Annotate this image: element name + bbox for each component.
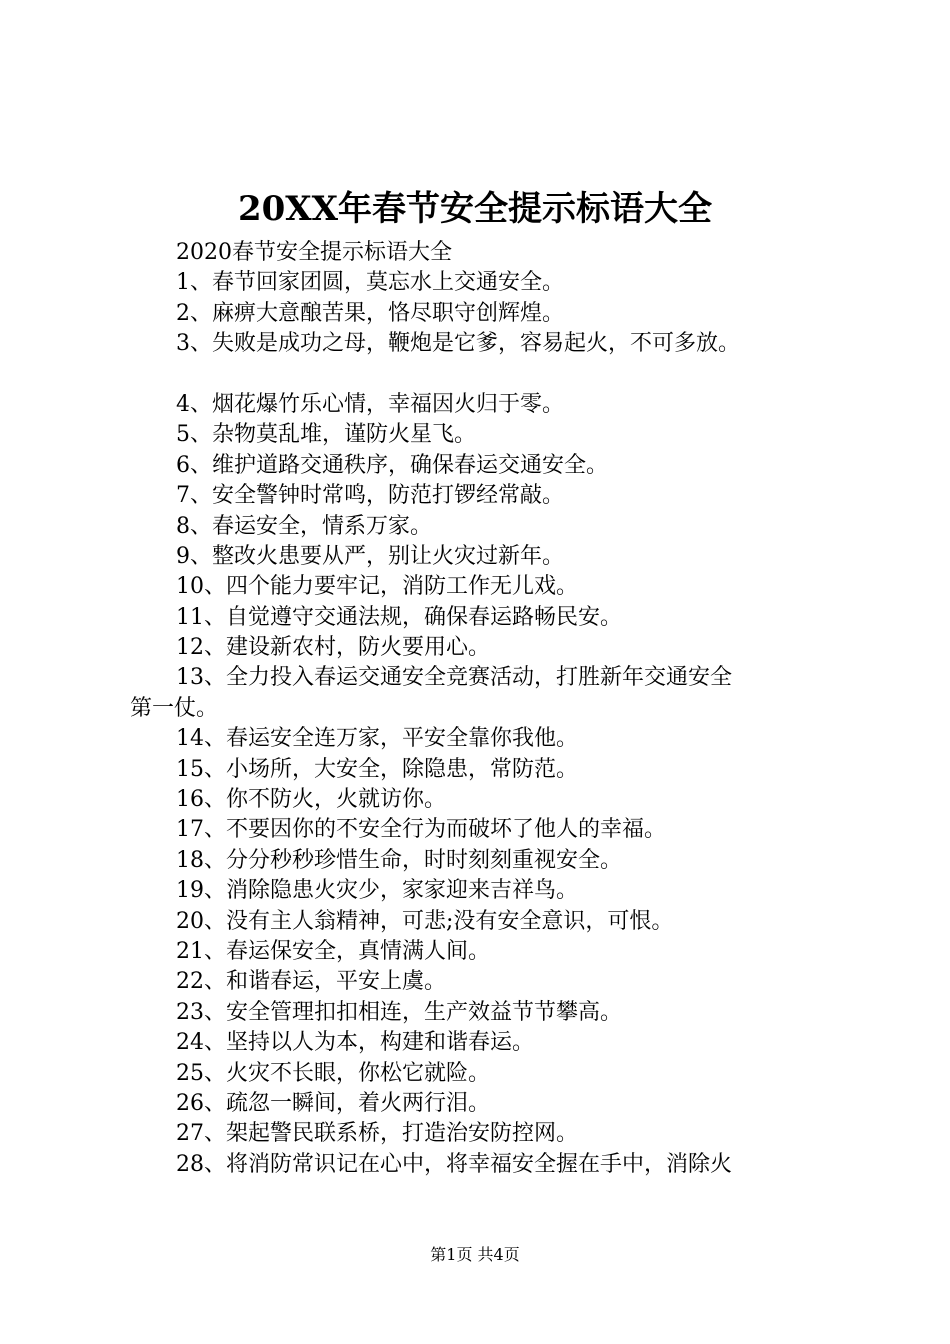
slogan-item: 6、维护道路交通秩序，确保春运交通安全。 <box>176 452 608 478</box>
slogan-item: 3、失败是成功之母，鞭炮是它爹，容易起火，不可多放。 <box>176 331 740 357</box>
slogan-item: 5、杂物莫乱堆，谨防火星飞。 <box>176 422 476 448</box>
document-body <box>130 238 835 1180</box>
slogan-item: 21、春运保安全，真情满人间。 <box>176 938 490 964</box>
slogan-item: 15、小场所，大安全，除隐患，常防范。 <box>176 756 578 782</box>
slogan-item: 7、安全警钟时常鸣，防范打锣经常敲。 <box>176 483 564 509</box>
slogan-item: 26、疏忽一瞬间，着火两行泪。 <box>176 1090 490 1116</box>
slogan-item: 24、坚持以人为本，构建和谐春运。 <box>176 1030 534 1056</box>
slogan-item: 9、整改火患要从严，别让火灾过新年。 <box>176 543 564 569</box>
slogan-item: 8、春运安全，情系万家。 <box>176 513 432 539</box>
slogan-item: 4、烟花爆竹乐心情，幸福因火归于零。 <box>176 391 564 417</box>
slogan-item: 11、自觉遵守交通法规，确保春运路畅民安。 <box>176 604 622 630</box>
slogan-item: 25、火灾不长眼，你松它就险。 <box>176 1060 490 1086</box>
slogan-item: 19、消除隐患火灾少，家家迎来吉祥鸟。 <box>176 878 578 904</box>
blank-line <box>130 360 835 390</box>
slogan-item: 23、安全管理扣扣相连，生产效益节节攀高。 <box>176 999 622 1025</box>
document-subtitle: 2020春节安全提示标语大全 <box>176 240 452 265</box>
slogan-item: 18、分分秒秒珍惜生命，时时刻刻重视安全。 <box>176 847 622 873</box>
document-title: 20XX年春节安全提示标语大全 <box>237 189 713 229</box>
slogan-item: 16、你不防火，火就访你。 <box>176 787 446 813</box>
slogan-item: 17、不要因你的不安全行为而破坏了他人的幸福。 <box>176 817 666 843</box>
slogan-item: 14、春运安全连万家，平安全靠你我他。 <box>176 726 578 752</box>
slogan-item: 1、春节回家团圆，莫忘水上交通安全。 <box>176 270 564 296</box>
slogan-item: 20、没有主人翁精神，可悲;没有安全意识，可恨。 <box>176 908 674 934</box>
page-footer: 第1页 共4页 <box>430 1245 520 1264</box>
slogan-item: 12、建设新农村，防火要用心。 <box>176 635 490 661</box>
slogan-item-wrapped-first: 13、全力投入春运交通安全竞赛活动，打胜新年交通安全 <box>176 665 732 691</box>
slogan-item-wrapped-continuation: 第一仗。 <box>130 695 219 721</box>
slogan-item: 22、和谐春运，平安上虞。 <box>176 969 446 995</box>
slogan-item: 27、架起警民联系桥，打造治安防控网。 <box>176 1121 578 1147</box>
slogan-item: 28、将消防常识记在心中，将幸福安全握在手中，消除火 <box>176 1151 732 1177</box>
slogan-item: 2、麻痹大意酿苦果，恪尽职守创辉煌。 <box>176 300 564 326</box>
slogan-item: 10、四个能力要牢记，消防工作无儿戏。 <box>176 574 578 600</box>
